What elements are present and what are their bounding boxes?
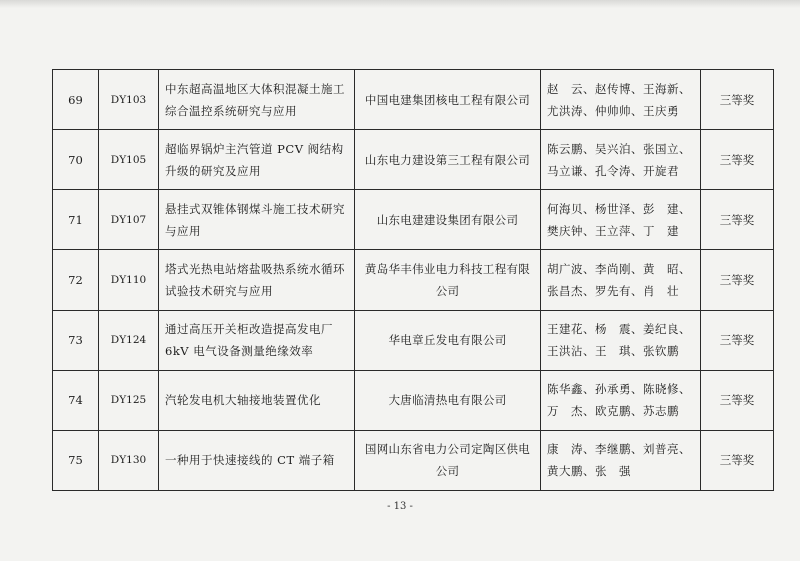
award-level: 三等奖 — [701, 310, 774, 370]
project-title: 汽轮发电机大轴接地装置优化 — [159, 370, 355, 430]
participants: 胡广波、李尚刚、黄 昭、张昌杰、罗先有、肖 壮 — [541, 250, 701, 310]
award-level: 三等奖 — [701, 430, 774, 490]
scan-top-edge — [0, 0, 800, 8]
table-row — [53, 370, 774, 430]
award-level: 三等奖 — [701, 370, 774, 430]
participants: 陈云鹏、吴兴泊、张国立、马立谦、孔令涛、开旋君 — [541, 130, 701, 190]
participants: 陈华鑫、孙承勇、陈晓修、万 杰、欧克鹏、苏志鹏 — [541, 370, 701, 430]
row-number: 69 — [53, 70, 99, 130]
award-level: 三等奖 — [701, 70, 774, 130]
award-level: 三等奖 — [701, 130, 774, 190]
page-number: - 13 - — [387, 501, 413, 512]
project-title: 塔式光热电站熔盐吸热系统水循环试验技术研究与应用 — [159, 250, 355, 310]
table-row — [53, 430, 774, 490]
row-number: 75 — [53, 430, 99, 490]
project-title: 悬挂式双锥体钢煤斗施工技术研究与应用 — [159, 190, 355, 250]
table-row — [53, 130, 774, 190]
row-number: 72 — [53, 250, 99, 310]
project-title: 中东超高温地区大体积混凝土施工综合温控系统研究与应用 — [159, 70, 355, 130]
project-title: 超临界锅炉主汽管道 PCV 阀结构升级的研究及应用 — [159, 130, 355, 190]
organization: 华电章丘发电有限公司 — [355, 310, 541, 370]
organization: 中国电建集团核电工程有限公司 — [355, 70, 541, 130]
award-level: 三等奖 — [701, 250, 774, 310]
project-code: DY124 — [99, 310, 159, 370]
organization: 大唐临清热电有限公司 — [355, 370, 541, 430]
project-title: 一种用于快速接线的 CT 端子箱 — [159, 430, 355, 490]
organization: 山东电力建设第三工程有限公司 — [355, 130, 541, 190]
project-code: DY130 — [99, 430, 159, 490]
project-code: DY105 — [99, 130, 159, 190]
award-level: 三等奖 — [701, 190, 774, 250]
participants: 王建花、杨 震、姜纪良、王洪沾、王 琪、张钦鹏 — [541, 310, 701, 370]
participants: 康 涛、李继鹏、刘普亮、黄大鹏、张 强 — [541, 430, 701, 490]
table-row — [53, 310, 774, 370]
row-number: 70 — [53, 130, 99, 190]
project-code: DY125 — [99, 370, 159, 430]
project-code: DY110 — [99, 250, 159, 310]
table-row — [53, 250, 774, 310]
row-number: 74 — [53, 370, 99, 430]
awards-table — [52, 69, 774, 491]
participants: 何海贝、杨世泽、彭 建、樊庆钟、王立萍、丁 建 — [541, 190, 701, 250]
project-title: 通过高压开关柜改造提高发电厂 6kV 电气设备测量绝缘效率 — [159, 310, 355, 370]
organization: 黄岛华丰伟业电力科技工程有限公司 — [355, 250, 541, 310]
project-code: DY103 — [99, 70, 159, 130]
organization: 国网山东省电力公司定陶区供电公司 — [355, 430, 541, 490]
row-number: 71 — [53, 190, 99, 250]
table-row — [53, 70, 774, 130]
project-code: DY107 — [99, 190, 159, 250]
participants: 赵 云、赵传博、王海新、尤洪涛、仲帅帅、王庆勇 — [541, 70, 701, 130]
organization: 山东电建建设集团有限公司 — [355, 190, 541, 250]
table-row — [53, 190, 774, 250]
row-number: 73 — [53, 310, 99, 370]
